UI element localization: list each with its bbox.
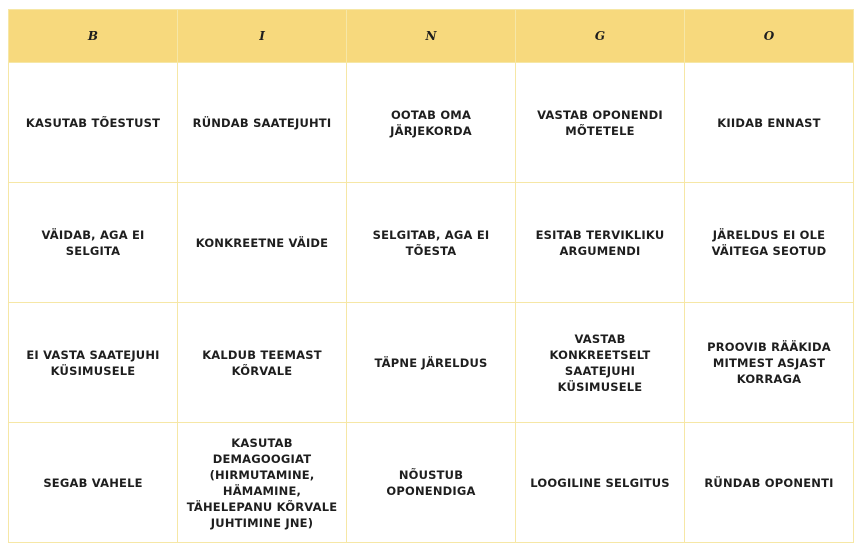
bingo-cell[interactable]: VÄIDAB, AGA EI SELGITA [9,183,178,303]
header-n: N [347,10,516,63]
bingo-cell[interactable]: PROOVIB RÄÄKIDA MITMEST ASJAST KORRAGA [685,303,854,423]
bingo-cell[interactable]: KALDUB TEEMAST KÕRVALE [178,303,347,423]
bingo-cell[interactable]: EI VASTA SAATEJUHI KÜSIMUSELE [9,303,178,423]
header-row [9,10,854,63]
bingo-cell[interactable]: VASTAB KONKREETSELT SAATEJUHI KÜSIMUSELE [516,303,685,423]
bingo-cell[interactable]: ESITAB TERVIKLIKU ARGUMENDI [516,183,685,303]
bingo-row [9,303,854,423]
bingo-cell[interactable]: JÄRELDUS EI OLE VÄITEGA SEOTUD [685,183,854,303]
bingo-cell[interactable]: TÄPNE JÄRELDUS [347,303,516,423]
bingo-cell[interactable]: KONKREETNE VÄIDE [178,183,347,303]
bingo-cell[interactable]: SEGAB VAHELE [9,423,178,543]
bingo-row [9,423,854,543]
header-i: I [178,10,347,63]
bingo-cell[interactable]: KASUTAB DEMAGOOGIAT (HIRMUTAMINE, HÄMAMINE, TÄHELEPANU KÕRVALE JUHTIMINE JNE) [178,423,347,543]
bingo-board [8,9,854,543]
bingo-row [9,63,854,183]
header-g: G [516,10,685,63]
bingo-cell[interactable]: RÜNDAB OPONENTI [685,423,854,543]
bingo-cell[interactable]: RÜNDAB SAATEJUHTI [178,63,347,183]
bingo-cell[interactable]: VASTAB OPONENDI MÕTETELE [516,63,685,183]
bingo-row [9,183,854,303]
bingo-cell[interactable]: SELGITAB, AGA EI TÕESTA [347,183,516,303]
bingo-cell[interactable]: KIIDAB ENNAST [685,63,854,183]
header-o: O [685,10,854,63]
bingo-cell[interactable]: KASUTAB TÕESTUST [9,63,178,183]
bingo-cell[interactable]: LOOGILINE SELGITUS [516,423,685,543]
bingo-cell[interactable]: OOTAB OMA JÄRJEKORDA [347,63,516,183]
header-b: B [9,10,178,63]
bingo-cell[interactable]: NÕUSTUB OPONENDIGA [347,423,516,543]
